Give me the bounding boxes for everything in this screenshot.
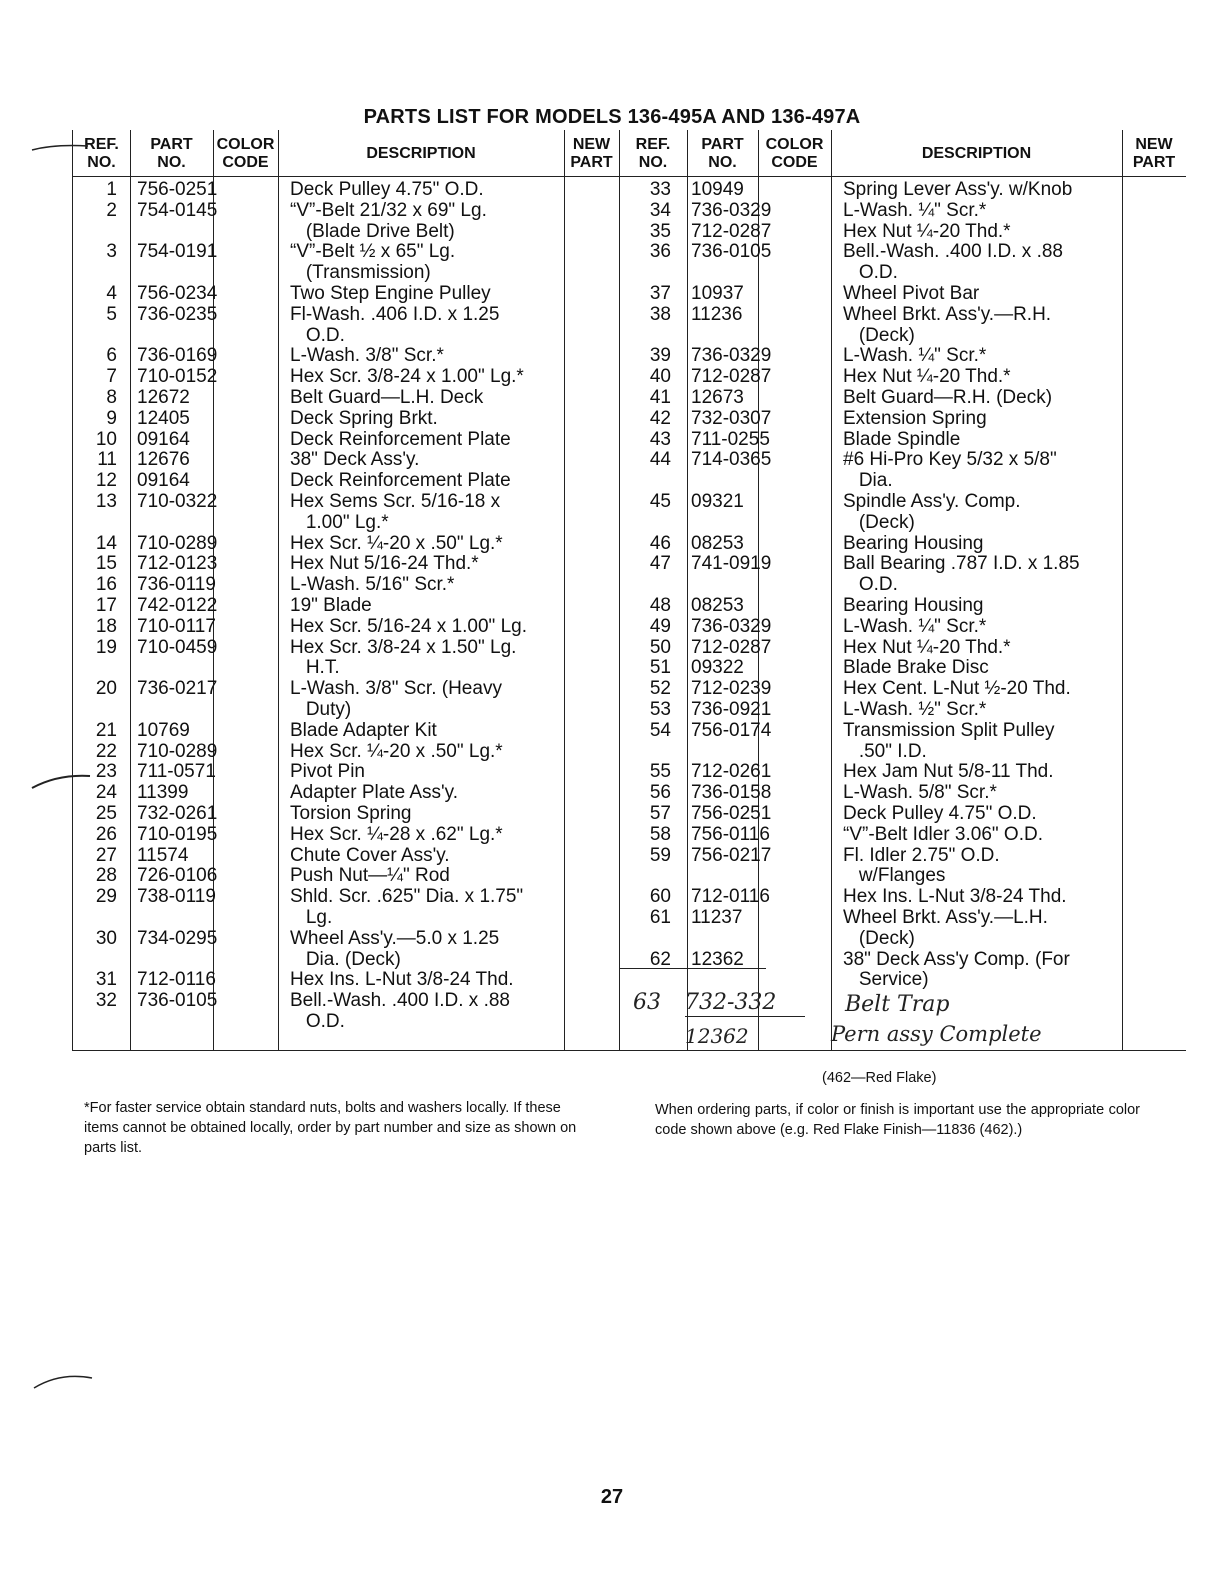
ref-number: 61 [649,907,671,928]
ref-number: 19 [95,636,117,658]
part-number: 711-0571 [137,761,216,783]
ref-number: 44 [649,449,671,471]
ref-number: 23 [95,761,117,783]
ref-number: 59 [649,844,671,866]
ref-number: 50 [649,636,671,658]
part-number: 12672 [137,387,190,408]
part-description: 38" Deck Ass'y. [290,449,420,471]
part-description: Blade Adapter Kit [290,719,437,741]
ref-number: 15 [95,553,117,575]
ref-number: 41 [649,387,671,408]
part-description: Hex Ins. L-Nut 3/8-24 Thd. [843,886,1067,908]
ref-number: 40 [649,366,671,388]
header-description: DESCRIPTION [921,145,1032,162]
part-description: L-Wash. 5/8" Scr.* [843,782,997,804]
part-number: 710-0322 [137,491,218,512]
header-divider [73,176,1186,177]
part-number: 12405 [137,407,190,429]
part-number: 754-0191 [137,241,218,263]
ref-number: 8 [106,387,117,408]
part-number: 756-0234 [137,283,218,304]
part-number: 12676 [137,449,190,471]
part-number: 756-0251 [137,179,218,200]
part-description: Bearing Housing [843,532,984,554]
footnote-fasteners: *For faster service obtain standard nuts, bolts and washers locally. If these items cannot be obtained locally, order by part number and size as shown on parts list. [84,1100,577,1156]
ref-number: 29 [95,886,117,908]
ref-number: 7 [106,366,117,388]
ref-number: 16 [95,574,117,596]
part-description: Deck Reinforcement Plate [290,428,511,450]
ref-number: 11 [97,449,117,471]
column-divider [687,130,688,1050]
part-number: 712-0116 [691,886,770,908]
ref-number: 20 [95,678,117,700]
part-description: Spindle Ass'y. Comp. (Deck) [843,491,1021,533]
ref-number: 10 [95,428,117,450]
part-description: Wheel Ass'y.—5.0 x 1.25 Dia. (Deck) [290,927,500,970]
ref-number: 38 [649,303,671,325]
part-number: 10949 [691,179,744,200]
part-description: Hex Scr. 5/16-24 x 1.00" Lg. [290,615,527,637]
ref-number: 58 [649,823,671,845]
ref-number: 37 [649,283,671,304]
ref-number: 17 [95,595,117,616]
part-number: 736-0169 [137,345,218,367]
part-number: 756-0116 [691,823,770,845]
part-description: Chute Cover Ass'y. [290,844,450,866]
ref-number: 24 [95,782,117,804]
part-number: 734-0295 [137,927,218,949]
part-number: 736-0119 [137,574,216,596]
ref-number: 42 [649,407,671,429]
part-number: 714-0365 [691,449,772,471]
ref-number: 31 [95,969,117,991]
part-number: 736-0105 [691,241,772,263]
part-description: L-Wash. ¼" Scr.* [843,345,987,367]
part-number: 736-0921 [691,699,772,720]
ref-number: 3 [106,241,117,263]
header-part: PART NO. [701,136,744,171]
ref-number: 60 [649,886,671,908]
part-description: Hex Nut ¼-20 Thd.* [843,220,1011,242]
part-description: Belt Guard—R.H. (Deck) [843,387,1053,408]
ref-number: 46 [649,532,671,554]
part-description: Two Step Engine Pulley [290,283,491,304]
part-description: Hex Scr. 3/8-24 x 1.00" Lg.* [290,366,524,388]
part-description: Hex Scr. ¼-20 x .50" Lg.* [290,740,503,762]
header-ref: REF. NO. [635,136,671,171]
column-divider [1122,130,1123,1050]
part-number: 712-0261 [691,761,772,783]
handwritten-description: Belt Trap [845,992,950,1017]
ref-number: 55 [649,761,671,783]
ref-number: 13 [95,491,117,512]
part-number: 756-0174 [691,719,772,741]
part-number: 710-0117 [137,615,216,637]
part-description: L-Wash. 5/16" Scr.* [290,574,455,596]
part-description: Push Nut—¼" Rod [290,865,450,887]
part-number: 736-0329 [691,615,772,637]
part-number: 10937 [691,283,744,304]
part-description: Wheel Brkt. Ass'y.—R.H. (Deck) [843,303,1052,346]
part-description: Deck Spring Brkt. [290,407,438,429]
ref-number: 4 [106,283,117,304]
part-number: 12362 [691,948,744,970]
part-number: 12673 [691,387,744,408]
part-number: 726-0106 [137,865,218,887]
part-description: L-Wash. ¼" Scr.* [843,199,987,221]
ref-number: 52 [649,678,671,700]
ref-number: 32 [95,990,117,1012]
ref-number: 22 [95,740,117,762]
part-number: 11237 [691,907,743,928]
part-number: 736-0329 [691,345,772,367]
handwritten-underline [685,1016,805,1017]
part-number: 756-0217 [691,844,772,866]
part-number: 710-0195 [137,823,218,845]
ref-number: 53 [649,699,671,720]
part-number: 736-0329 [691,199,772,221]
part-number: 742-0122 [137,595,218,616]
part-description: Fl-Wash. .406 I.D. x 1.25 O.D. [290,303,500,346]
header-new-part: NEW PART [1132,136,1176,171]
ref-number: 35 [649,220,671,242]
part-description: 19" Blade [290,595,372,616]
part-description: L-Wash. ¼" Scr.* [843,615,987,637]
column-divider [758,130,759,1050]
ref-number: 25 [95,803,117,824]
handwritten-description-2: Pern assy Complete [831,1022,1042,1046]
part-number: 08253 [691,532,744,554]
ref-number: 27 [95,844,117,866]
part-description: Hex Scr. ¼-28 x .62" Lg.* [290,823,503,845]
part-number: 09164 [137,470,190,492]
page-number: 27 [600,1486,624,1508]
part-number: 710-0289 [137,740,218,762]
part-description: 38" Deck Ass'y Comp. (For Service) [843,948,1070,991]
part-number: 712-0123 [137,553,218,575]
part-description: L-Wash. ½" Scr.* [843,699,987,720]
part-description: Hex Nut ¼-20 Thd.* [843,636,1011,658]
part-number: 736-0158 [691,782,772,804]
footnote-color-code: When ordering parts, if color or finish is important use the appropriate color code shown above (e.g. Red Flake Finish—11836 (462).) [655,1102,1140,1138]
ref-number: 43 [649,428,671,450]
handwritten-part-no-2: 12362 [685,1024,749,1048]
part-number: 736-0105 [137,990,218,1012]
ref-number: 45 [649,491,671,512]
ref-number: 49 [649,615,671,637]
part-description: Adapter Plate Ass'y. [290,782,459,804]
part-number: 09321 [691,491,744,512]
ref-number: 2 [106,199,117,221]
handwritten-underline [619,968,766,969]
part-number: 732-0261 [137,803,218,824]
ref-number: 5 [106,303,117,325]
part-description: Hex Scr. 3/8-24 x 1.50" Lg. H.T. [290,636,517,679]
header-ref: REF. NO. [84,136,119,171]
header-description: DESCRIPTION [366,145,476,162]
part-description: Extension Spring [843,407,987,429]
column-divider [831,130,832,1050]
part-description: Hex Cent. L-Nut ½-20 Thd. [843,678,1071,700]
ref-number: 14 [95,532,117,554]
part-number: 738-0119 [137,886,216,908]
ref-number: 48 [649,595,671,616]
ref-number: 30 [95,927,117,949]
part-description: Belt Guard—L.H. Deck [290,387,484,408]
part-number: 736-0217 [137,678,218,700]
part-number: 712-0287 [691,366,772,388]
part-description: Spring Lever Ass'y. w/Knob [843,179,1073,200]
part-number: 710-0152 [137,366,218,388]
part-description: Blade Spindle [843,428,961,450]
part-description: L-Wash. 3/8" Scr.* [290,345,444,367]
part-description: “V”-Belt 21/32 x 69" Lg. (Blade Drive Belt) [290,199,487,242]
part-number: 712-0287 [691,220,772,242]
part-description: #6 Hi-Pro Key 5/32 x 5/8" Dia. [843,449,1057,492]
header-color: COLOR CODE [216,136,275,171]
handwritten-part-no: 732-332 [685,990,777,1015]
ref-number: 62 [649,948,671,970]
part-description: Transmission Split Pulley .50" I.D. [843,719,1055,762]
ref-number: 36 [649,241,671,263]
part-description: Hex Nut 5/16-24 Thd.* [290,553,479,575]
part-number: 732-0307 [691,407,772,429]
column-divider [130,130,131,1050]
ref-number: 34 [649,199,671,221]
ref-number: 54 [649,719,671,741]
ref-number: 6 [106,345,117,367]
column-divider [278,130,279,1050]
part-description: Hex Jam Nut 5/8-11 Thd. [843,761,1054,783]
ref-number: 47 [649,553,671,575]
part-description: Hex Sems Scr. 5/16-18 x 1.00" Lg.* [290,491,501,533]
part-number: 712-0116 [137,969,216,991]
part-number: 736-0235 [137,303,218,325]
part-number: 741-0919 [691,553,772,575]
ref-number: 26 [95,823,117,845]
part-description: Deck Reinforcement Plate [290,470,511,492]
column-divider [564,130,565,1050]
ref-number: 28 [95,865,117,887]
header-new-part: NEW PART [570,136,613,171]
ref-number: 18 [95,615,117,637]
part-description: Hex Scr. ¼-20 x .50" Lg.* [290,532,503,554]
ref-number: 57 [649,803,671,824]
part-number: 11399 [137,782,189,804]
header-part: PART NO. [150,136,193,171]
pen-stroke-mark [30,1366,100,1392]
part-number: 754-0145 [137,199,218,221]
part-description: Pivot Pin [290,761,365,783]
part-description: Bell.-Wash. .400 I.D. x .88 O.D. [843,241,1063,284]
part-description: L-Wash. 3/8" Scr. (Heavy Duty) [290,678,502,720]
part-number: 11236 [691,303,743,325]
part-description: Fl. Idler 2.75" O.D. w/Flanges [843,844,1000,887]
header-color: COLOR CODE [765,136,824,171]
part-number: 756-0251 [691,803,772,824]
part-description: Deck Pulley 4.75" O.D. [843,803,1037,824]
part-number: 712-0239 [691,678,772,700]
pen-stroke-mark [28,760,98,794]
handwritten-ref: 63 [633,990,661,1015]
part-number: 10769 [137,719,190,741]
part-description: Torsion Spring [290,803,412,824]
part-number: 08253 [691,595,744,616]
ref-number: 12 [95,470,117,492]
part-description: Wheel Pivot Bar [843,283,980,304]
parts-table [72,130,1186,1051]
ref-number: 21 [95,719,117,741]
page-title: PARTS LIST FOR MODELS 136-495A AND 136-497A [363,106,861,128]
ref-number: 51 [649,657,671,679]
part-description: “V”-Belt ½ x 65" Lg. (Transmission) [290,241,456,284]
ref-number: 33 [649,179,671,200]
ref-number: 56 [649,782,671,804]
ref-number: 9 [106,407,117,429]
part-number: 712-0287 [691,636,772,658]
part-number: 711-0255 [691,428,770,450]
part-description: Hex Ins. L-Nut 3/8-24 Thd. [290,969,514,991]
part-description: Deck Pulley 4.75" O.D. [290,179,484,200]
part-number: 710-0459 [137,636,218,658]
part-description: Bell.-Wash. .400 I.D. x .88 O.D. [290,990,510,1032]
ref-number: 39 [649,345,671,367]
ref-number: 1 [106,179,117,200]
color-code-note: (462—Red Flake) [822,1070,937,1086]
part-description: “V”-Belt Idler 3.06" O.D. [843,823,1043,845]
part-number: 11574 [137,844,189,866]
part-description: Wheel Brkt. Ass'y.—L.H. (Deck) [843,907,1048,949]
part-description: Hex Nut ¼-20 Thd.* [843,366,1011,388]
part-description: Bearing Housing [843,595,984,616]
part-number: 09322 [691,657,744,679]
part-description: Shld. Scr. .625" Dia. x 1.75" Lg. [290,886,524,928]
part-number: 09164 [137,428,190,450]
part-description: Blade Brake Disc [843,657,989,679]
pen-stroke-mark [30,126,90,156]
part-number: 710-0289 [137,532,218,554]
part-description: Ball Bearing .787 I.D. x 1.85 O.D. [843,553,1080,596]
